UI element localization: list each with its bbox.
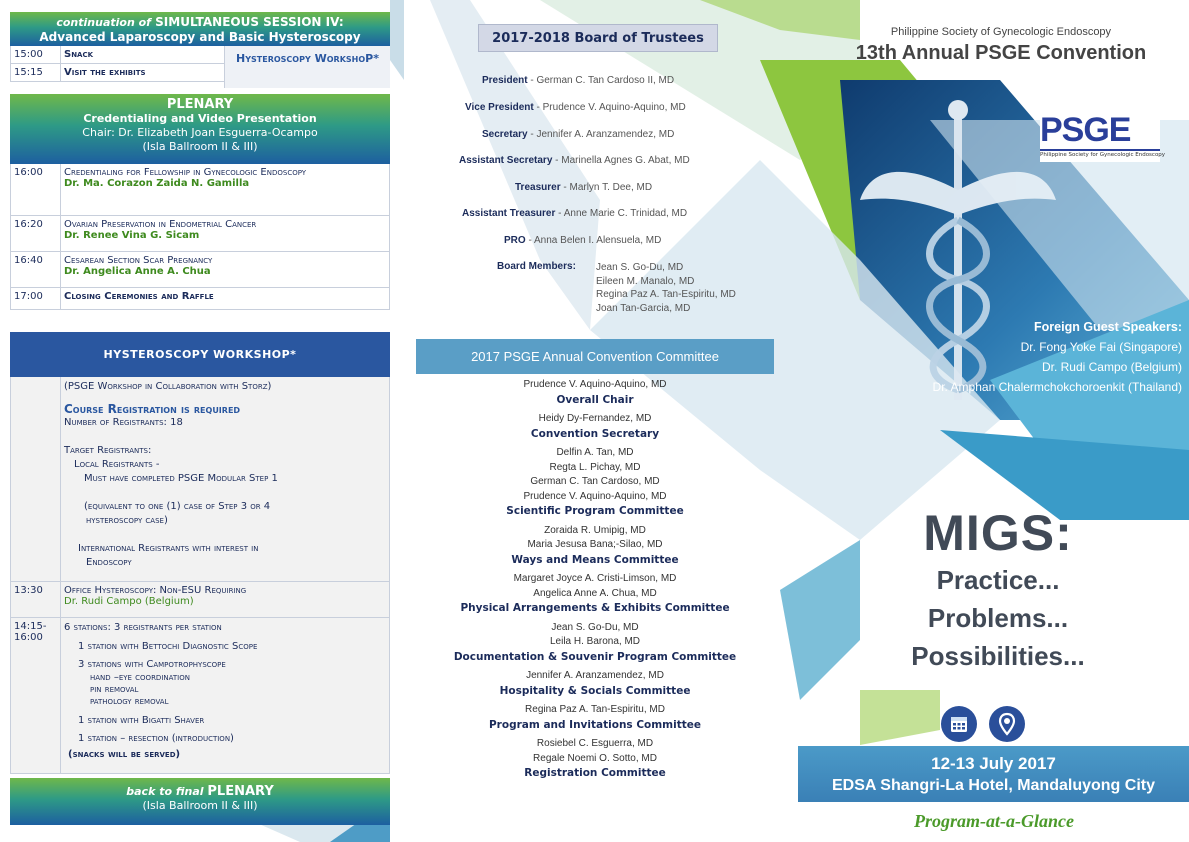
back-final-prefix: back to final <box>126 785 204 798</box>
row-topic: Snack <box>64 49 94 60</box>
location-pin-icon <box>989 706 1025 742</box>
board-of-trustees-title: 2017-2018 Board of Trustees <box>478 24 718 52</box>
committee-header: 2017 PSGE Annual Convention Committee <box>416 339 774 374</box>
board-item: Assistant Treasurer - Anne Marie C. Trinidad, MD <box>462 208 688 219</box>
committee-block <box>416 669 774 698</box>
plenary-title: PLENARY <box>166 97 234 112</box>
row-speaker: Dr. Angelica Anne A. Chua <box>64 266 211 277</box>
row-time: 14:15- 16:00 <box>11 618 61 773</box>
stations-summary: 6 stations: 3 registrants per station <box>64 622 222 633</box>
session4-prefix: continuation of <box>56 16 151 29</box>
board-name: Prudence V. Aquino-Aquino, MD <box>542 102 686 113</box>
table-row <box>11 252 389 288</box>
psge-logo <box>1040 111 1166 162</box>
table-row <box>11 46 224 64</box>
board-name: Anna Belen I. Alensuela, MD <box>534 235 662 246</box>
target-registrants: Target Registrants: <box>64 445 152 456</box>
table-row <box>11 164 389 216</box>
board-member: Regina Paz A. Tan-Espiritu, MD <box>596 289 736 300</box>
committee-member: Jennifer A. Aranzamendez, MD <box>526 670 664 681</box>
board-role: Secretary <box>482 129 528 140</box>
back-final-venue: (Isla Ballroom II & III) <box>142 799 258 812</box>
theme-line: Possibilities... <box>911 641 1085 671</box>
board-item: Treasurer - Marlyn T. Dee, MD <box>515 182 653 193</box>
calendar-icon <box>941 706 977 742</box>
committee-block <box>416 572 774 616</box>
board-item: Secretary - Jennifer A. Aranzamendez, MD <box>482 129 675 140</box>
plenary-chair: Chair: Dr. Elizabeth Joan Esguerra-Ocampo <box>82 126 318 139</box>
committee-title: Physical Arrangements & Exhibits Committee <box>460 602 730 614</box>
committee-title: Documentation & Souvenir Program Committee <box>453 650 737 663</box>
local-requirement: Must have completed PSGE Modular Step 1 <box>84 473 278 484</box>
committee-title: Ways and Means Committee <box>511 553 679 566</box>
workshop-cell <box>224 46 390 88</box>
row-topic: Office Hysteroscopy: Non-ESU Requiring <box>64 585 247 596</box>
hysteroscopy-workshop-header: HYSTEROSCOPY WORKSHOP* <box>10 332 390 377</box>
event-venue: EDSA Shangri-La Hotel, Mandaluyong City <box>832 777 1155 794</box>
committee-member: Prudence V. Aquino-Aquino, MD <box>523 379 667 390</box>
board-role: Vice President <box>465 102 534 113</box>
theme-title <box>848 505 1148 675</box>
board-name: German C. Tan Cardoso II, MD <box>536 75 675 86</box>
table-row <box>11 64 224 82</box>
committee-member: German C. Tan Cardoso, MD <box>530 476 660 487</box>
board-role: Treasurer <box>515 182 561 193</box>
board-name: Marlyn T. Dee, MD <box>569 182 653 193</box>
committee-title: Scientific Program Committee <box>506 505 684 517</box>
row-speaker: Dr. Renee Vina G. Sicam <box>64 230 200 241</box>
row-time: 16:00 <box>11 164 61 215</box>
committee-member: Regale Noemi O. Sotto, MD <box>533 752 657 764</box>
board-member: Joan Tan-Garcia, MD <box>596 302 691 314</box>
row-topic: Cesarean Section Scar Pregnancy <box>64 255 213 266</box>
workshop-collab: (PSGE Workshop in Collaboration with Storz) <box>64 381 272 392</box>
theme-main: MIGS: <box>923 505 1073 561</box>
station-item: 1 station with Bettochi Diagnostic Scope <box>78 641 258 652</box>
committee-title: Convention Secretary <box>530 427 660 440</box>
committee-block <box>416 703 774 732</box>
snacks-note: (snacks will be served) <box>68 749 181 760</box>
logo-subtitle: Philippine Society for Gynecologic Endoscopy <box>1040 152 1166 158</box>
row-topic: Credentialing for Fellowship in Gynecologic Endoscopy <box>64 167 307 178</box>
board-members-label: Board Members: <box>497 261 576 272</box>
plenary-header <box>10 94 390 164</box>
international-line2: Endoscopy <box>86 557 132 568</box>
row-topic: Visit the exhibits <box>64 67 146 78</box>
hysteroscopy-workshop-table <box>10 377 390 774</box>
committee-member: Delfin A. Tan, MD <box>556 447 634 458</box>
foreign-guest-speakers <box>860 317 1182 397</box>
table-row <box>11 582 389 618</box>
board-members-names <box>596 261 736 315</box>
board-item: Assistant Secretary - Marinella Agnes G. Abat, MD <box>459 155 690 166</box>
theme-line: Practice... <box>936 565 1060 595</box>
back-final-title: PLENARY <box>207 784 274 799</box>
committee-list <box>416 378 774 786</box>
committee-member: Leila H. Barona, MD <box>549 636 641 647</box>
session4-title: SIMULTANEOUS SESSION IV: <box>155 15 344 29</box>
committee-member: Regina Paz A. Tan-Espiritu, MD <box>525 704 665 715</box>
plenary-subtitle: Credentialing and Video Presentation <box>83 112 317 125</box>
committee-member: Maria Jesusa Bana;-Silao, MD <box>527 539 663 550</box>
guest-speaker: Dr. Fong Yoke Fai (Singapore) <box>1020 340 1182 354</box>
committee-member: Angelica Anne A. Chua, MD <box>533 587 657 599</box>
panel-schedule <box>10 12 390 310</box>
board-name: Anne Marie C. Trinidad, MD <box>563 208 688 219</box>
table-row <box>11 618 389 774</box>
station-subitem: pin removal <box>90 684 139 695</box>
committee-block <box>416 524 774 568</box>
guests-header: Foreign Guest Speakers: <box>1034 320 1182 334</box>
session4-subtitle: Advanced Laparoscopy and Basic Hysteroscopy <box>39 30 361 44</box>
row-time <box>11 377 61 581</box>
committee-block <box>416 446 774 519</box>
board-role: Assistant Secretary <box>459 155 553 166</box>
board-item: Vice President - Prudence V. Aquino-Aquino, MD <box>465 102 686 113</box>
row-speaker: Dr. Ma. Corazon Zaida N. Gamilla <box>64 178 250 189</box>
program-at-a-glance: Program-at-a-Glance <box>914 811 1074 831</box>
station-subitem: pathology removal <box>90 696 169 707</box>
guest-speaker: Dr. Amphan Chalermchokchoroenkit (Thailand) <box>932 380 1182 394</box>
committee-title: Hospitality & Socials Committee <box>499 684 691 697</box>
row-time: 15:15 <box>11 64 61 81</box>
row-speaker: Dr. Rudi Campo (Belgium) <box>64 596 194 607</box>
committee-member: Zoraida R. Umipig, MD <box>544 524 646 536</box>
theme-line: Problems... <box>927 603 1069 633</box>
plenary-venue: (Isla Ballroom II & III) <box>142 140 258 153</box>
organization-name: Philippine Society of Gynecologic Endoscopy <box>890 26 1112 38</box>
workshop-cell-label: Hysteroscopy WorkshoP* <box>236 52 379 65</box>
station-item: 1 station – resection (introduction) <box>78 733 234 744</box>
international-line1: International Registrants with interest in <box>78 543 259 554</box>
committee-member: Margaret Joyce A. Cristi-Limson, MD <box>513 573 677 584</box>
board-role: Assistant Treasurer <box>462 208 556 219</box>
table-row <box>11 216 389 252</box>
date-venue-band <box>798 746 1189 802</box>
committee-member: Jean S. Go-Du, MD <box>551 621 639 633</box>
board-member: Jean S. Go-Du, MD <box>596 262 684 273</box>
plenary-table <box>10 164 390 310</box>
board-item: President - German C. Tan Cardoso II, MD <box>482 75 675 86</box>
event-icons <box>941 706 1031 742</box>
row-time: 16:20 <box>11 216 61 251</box>
row-time: 13:30 <box>11 582 61 617</box>
row-topic: Ovarian Preservation in Endometrial Cancer <box>64 219 257 230</box>
equivalent-line2: hysteroscopy case) <box>86 515 168 526</box>
committee-member: Prudence V. Aquino-Aquino, MD <box>523 490 667 502</box>
board-member: Eileen M. Manalo, MD <box>596 275 695 287</box>
back-to-plenary-footer <box>10 778 390 825</box>
committee-block <box>416 412 774 441</box>
board-role: President <box>482 75 528 86</box>
station-item: 1 station with Bigatti Shaver <box>78 715 205 726</box>
row-topic: Closing Ceremonies and Raffle <box>64 291 214 302</box>
course-registration: Course Registration is required <box>64 402 241 416</box>
number-of-registrants: Number of Registrants: 18 <box>64 417 183 428</box>
table-row <box>11 288 389 310</box>
session4-header <box>10 12 390 46</box>
session4-table <box>10 46 390 82</box>
guest-speaker: Dr. Rudi Campo (Belgium) <box>1041 360 1182 374</box>
logo-word: PSGE <box>1040 111 1131 149</box>
committee-title: Overall Chair <box>556 393 634 406</box>
event-date: 12-13 July 2017 <box>931 754 1056 773</box>
committee-title: Registration Committee <box>524 767 666 779</box>
committee-block <box>416 737 774 781</box>
board-name: Marinella Agnes G. Abat, MD <box>561 155 690 166</box>
board-members <box>497 261 576 272</box>
board-role: PRO <box>504 235 526 246</box>
board-item: PRO - Anna Belen I. Alensuela, MD <box>504 235 662 246</box>
committee-member: Rosiebel C. Esguerra, MD <box>536 738 654 749</box>
committee-block <box>416 378 774 407</box>
committee-title: Program and Invitations Committee <box>488 718 702 731</box>
row-time: 15:00 <box>11 46 61 63</box>
station-subitem: hand –eye coordination <box>90 672 190 683</box>
committee-block <box>416 621 774 665</box>
board-name: Jennifer A. Aranzamendez, MD <box>536 129 675 140</box>
station-item: 3 stations with Campotrophyscope <box>78 659 226 670</box>
table-row <box>11 377 389 582</box>
row-time: 16:40 <box>11 252 61 287</box>
local-registrants: Local Registrants - <box>74 459 160 470</box>
equivalent-line1: (equivalent to one (1) case of Step 3 or 4 <box>84 501 271 512</box>
committee-member: Heidy Dy-Fernandez, MD <box>538 413 652 424</box>
convention-title: 13th Annual PSGE Convention <box>855 42 1147 64</box>
committee-member: Regta L. Pichay, MD <box>549 461 641 473</box>
row-time: 17:00 <box>11 288 61 309</box>
